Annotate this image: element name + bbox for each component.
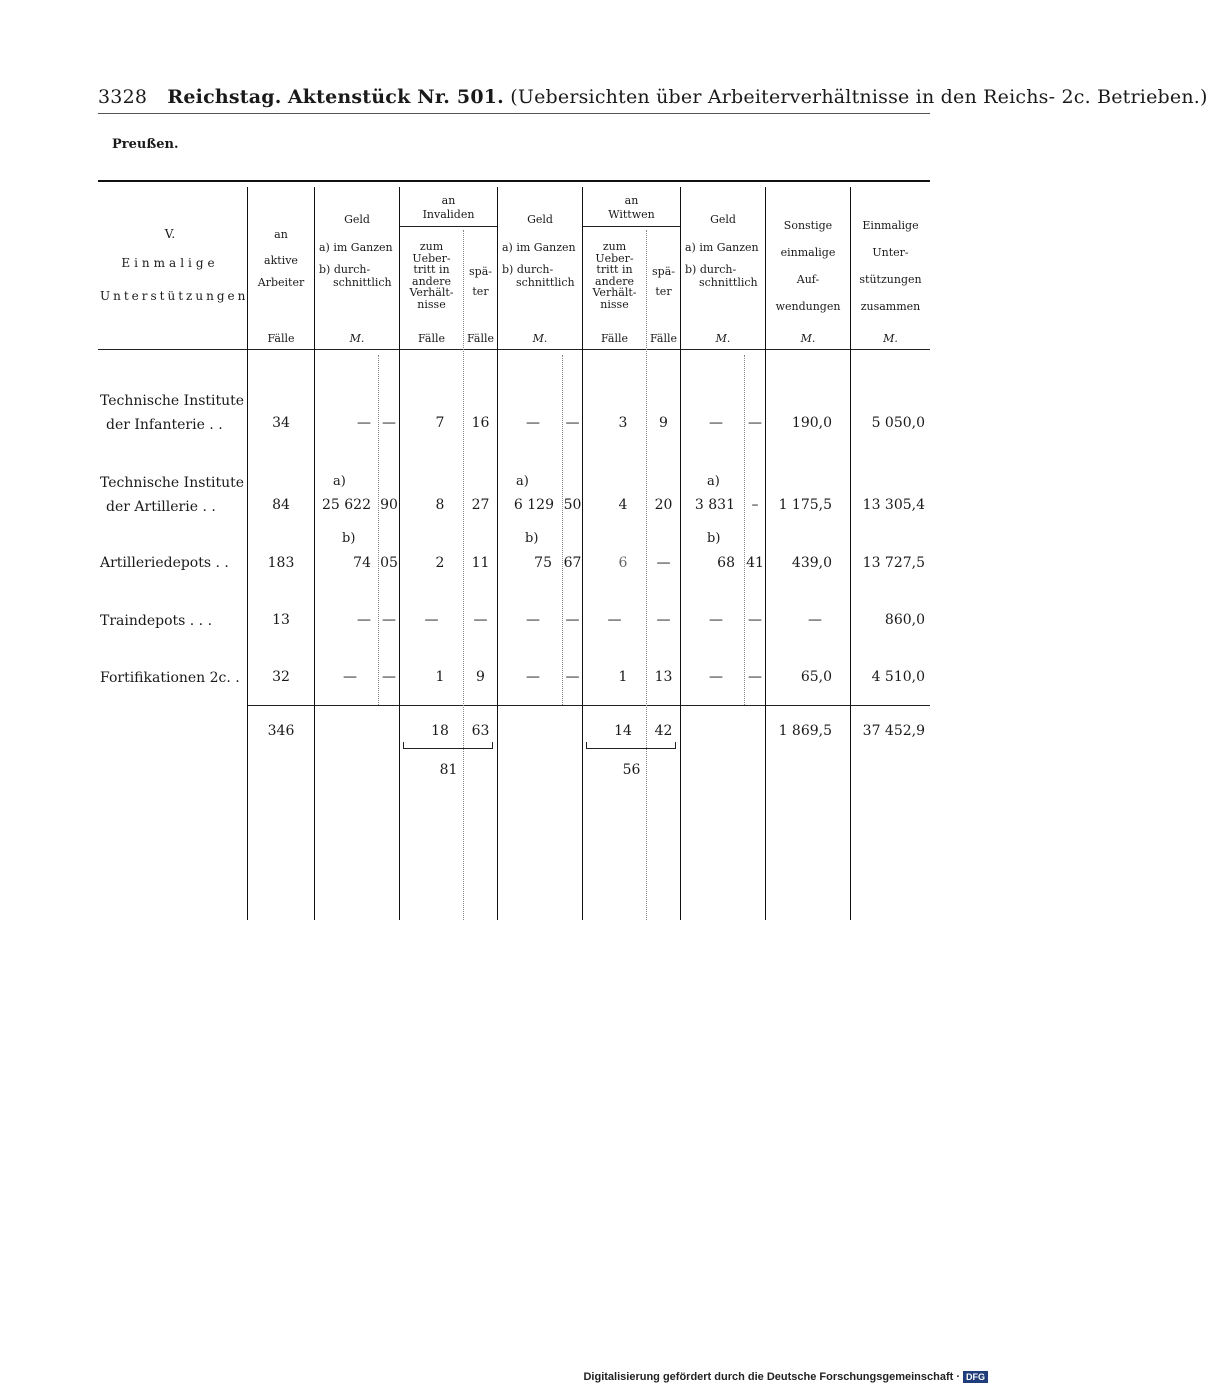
cell-wit-zum: 1 — [618, 669, 628, 685]
hdr-text: b) durch- — [502, 262, 554, 276]
hdr-text: zusammen — [860, 300, 921, 313]
col-divider — [497, 187, 498, 920]
hdr-text: einmalige — [780, 246, 836, 259]
hdr-text: Geld — [344, 213, 370, 226]
cell-zusammen: 13 305,4 — [862, 497, 925, 513]
cell-geld3-pf: 41 — [746, 555, 764, 571]
row-label-line: der Artillerie . . — [106, 499, 216, 515]
hdr-text: spä- — [652, 265, 675, 278]
row-label-line: Technische Institute — [100, 393, 245, 409]
hdr-text: an — [274, 228, 288, 241]
cell-inv-zum: 8 — [435, 497, 445, 513]
hdr-wittwen — [583, 194, 680, 222]
hdr-wittwen-spaeter — [647, 262, 680, 302]
hdr-text: Einmalige — [862, 219, 919, 232]
row-label: Traindepots . . . — [100, 613, 213, 629]
cell-inv-zum: 7 — [435, 415, 445, 431]
cell-sonstige: 65,0 — [800, 669, 832, 685]
hdr-invaliden-spaeter — [464, 262, 497, 302]
unit-label: M. — [883, 332, 898, 345]
total-invaliden-sum: 81 — [439, 762, 458, 778]
credit-text: Digitalisierung gefördert durch die Deutsche Forschungsgemeinschaft · — [583, 1371, 960, 1383]
cell-wit-zum: 4 — [618, 497, 628, 513]
total-brace — [586, 742, 676, 749]
hdr-text: a) im Ganzen — [685, 240, 759, 254]
hdr-text: b) durch- — [685, 262, 737, 276]
cell-sonstige: 439,0 — [791, 555, 832, 571]
cell-geld1-pf: — — [382, 612, 396, 628]
cell-sonstige: — — [808, 612, 822, 628]
cell-sonstige: 1 175,5 — [778, 497, 832, 513]
cell-geld1-pf: — — [382, 415, 396, 431]
cell-geld1: 25 622 — [322, 497, 371, 513]
cell-geld2: 75 — [534, 555, 552, 571]
cell-inv-sp: 11 — [471, 555, 490, 571]
unit-label: M. — [349, 332, 365, 345]
hdr-text: Geld — [527, 213, 553, 226]
hdr-text: nisse — [417, 297, 446, 311]
cell-geld3: — — [709, 612, 723, 628]
hdr-text: Ueber- — [595, 251, 634, 265]
hdr-text: Verhält- — [592, 286, 637, 300]
hdr-text: an — [624, 194, 639, 207]
cell-inv-zum: 1 — [435, 669, 445, 685]
total-aktive: 346 — [267, 723, 295, 739]
hdr-aktive — [248, 228, 314, 289]
subhdr-rule — [583, 226, 680, 227]
cell-wit-sp: — — [656, 555, 671, 571]
unit-label: Fälle — [650, 332, 677, 345]
tag-a: a) — [516, 474, 529, 489]
cell-geld3: — — [709, 669, 723, 685]
cell-geld2: — — [526, 415, 540, 431]
total-wittwen-sum: 56 — [622, 762, 641, 778]
total-inv-zum: 18 — [431, 723, 449, 739]
cell-aktive: 183 — [267, 555, 295, 571]
col-divider — [680, 187, 681, 920]
cell-inv-sp: — — [473, 612, 488, 628]
publication-name: Reichstag. — [167, 86, 282, 108]
cell-sonstige: 190,0 — [791, 415, 832, 431]
hdr-invaliden — [400, 194, 497, 222]
cell-geld1: — — [357, 612, 371, 628]
hdr-text: schnittlich — [699, 276, 758, 290]
hdr-geld-2 — [498, 213, 586, 290]
hdr-zusammen — [851, 212, 930, 320]
table-top-rule — [98, 180, 930, 182]
hdr-text: Geld — [710, 213, 736, 226]
hdr-text: a) im Ganzen — [502, 240, 576, 254]
unit-label: M. — [800, 332, 816, 345]
unit-label: Fälle — [267, 332, 295, 345]
hdr-text: Arbeiter — [257, 275, 305, 289]
hdr-text: andere — [595, 274, 634, 288]
cell-aktive: 84 — [272, 497, 290, 513]
cell-geld2-pf: 67 — [563, 555, 582, 571]
cell-zusammen: 13 727,5 — [862, 555, 925, 571]
unit-label: Fälle — [418, 332, 445, 345]
cell-geld3-pf: – — [751, 497, 759, 513]
cell-wit-sp: 13 — [654, 669, 673, 685]
hdr-text: tritt in — [596, 263, 633, 277]
cell-geld2-pf: — — [565, 669, 580, 685]
hdr-text: tritt in — [413, 263, 450, 277]
hdr-sonstige — [766, 212, 850, 320]
cell-zusammen: 860,0 — [884, 612, 925, 628]
hdr-text: nisse — [600, 297, 629, 311]
totals-rule — [248, 705, 930, 706]
hdr-geld-3 — [681, 213, 769, 290]
cell-wit-zum: — — [607, 612, 622, 628]
row-label — [100, 389, 244, 437]
hdr-text: zum — [602, 240, 627, 253]
hdr-text: wendungen — [775, 300, 841, 313]
hdr-text: ter — [655, 284, 672, 298]
total-sonstige: 1 869,5 — [778, 723, 832, 739]
hdr-text: zum — [419, 240, 444, 253]
total-inv-sp: 63 — [471, 723, 490, 739]
hdr-text: schnittlich — [516, 276, 575, 290]
cell-geld2-pf: — — [565, 415, 580, 431]
cell-zusammen: 5 050,0 — [871, 415, 925, 431]
cell-geld3: 68 — [717, 555, 735, 571]
page-header — [98, 86, 1208, 108]
digitization-credit — [583, 1371, 988, 1383]
hdr-text: Verhält- — [409, 286, 454, 300]
hdr-text: Invaliden — [422, 207, 475, 221]
cell-geld3-pf: — — [748, 669, 762, 685]
stub-roman: V. — [164, 227, 176, 241]
hdr-text: aktive — [264, 253, 298, 267]
hdr-text: Auf- — [796, 273, 820, 286]
cell-wit-sp: 20 — [654, 497, 673, 513]
cell-geld3-pf: — — [748, 612, 762, 628]
tag-b: b) — [342, 531, 356, 546]
cell-wit-sp: 9 — [659, 415, 668, 431]
cell-geld1: — — [357, 415, 371, 431]
row-label — [100, 471, 244, 519]
row-label: Fortifikationen 2c. . — [100, 670, 240, 686]
table-header-rule — [98, 349, 930, 350]
tag-a: a) — [707, 474, 720, 489]
row-label-line: Technische Institute — [100, 475, 245, 491]
cell-geld1-pf: — — [382, 669, 396, 685]
row-label-line: der Infanterie . . — [106, 417, 223, 433]
cell-aktive: 32 — [272, 669, 290, 685]
hdr-text: a) im Ganzen — [319, 240, 393, 254]
cell-geld3-pf: — — [748, 415, 762, 431]
header-rule — [98, 113, 930, 114]
pfennig-divider — [378, 355, 379, 705]
unit-label: Fälle — [601, 332, 628, 345]
cell-geld2-pf: — — [565, 612, 580, 628]
cell-geld2: 6 129 — [513, 497, 554, 513]
total-wit-zum: 14 — [614, 723, 632, 739]
hdr-text: Ueber- — [412, 251, 451, 265]
hdr-text: stützungen — [859, 273, 922, 286]
cell-geld3: — — [709, 415, 723, 431]
row-label: Artilleriedepots . . — [100, 555, 229, 571]
cell-geld3: 3 831 — [694, 497, 735, 513]
cell-geld1: 74 — [353, 555, 371, 571]
hdr-geld-1 — [315, 213, 403, 290]
tag-b: b) — [525, 531, 539, 546]
tag-a: a) — [333, 474, 346, 489]
tag-b: b) — [707, 531, 721, 546]
hdr-wittwen-zum — [583, 241, 646, 310]
state-heading: Preußen. — [112, 137, 179, 152]
cell-inv-sp: 16 — [471, 415, 490, 431]
stub-line1: Einmalige — [121, 256, 219, 270]
dfg-logo: DFG — [963, 1371, 988, 1383]
hdr-text: an — [441, 194, 456, 207]
unit-label: M. — [532, 332, 548, 345]
total-wit-sp: 42 — [654, 723, 673, 739]
cell-geld1-pf: 90 — [380, 497, 398, 513]
document-subtitle: (Uebersichten über Arbeiterverhältnisse in den Reichs- 2c. Betrieben.) — [510, 86, 1208, 108]
unit-label: M. — [715, 332, 731, 345]
hdr-text: andere — [412, 274, 451, 288]
cell-geld2: — — [526, 612, 540, 628]
cell-wit-zum: 3 — [618, 415, 628, 431]
subhdr-rule — [400, 226, 497, 227]
document-number: Aktenstück Nr. 501. — [287, 86, 504, 108]
cell-geld2-pf: 50 — [563, 497, 582, 513]
hdr-text: b) durch- — [319, 262, 371, 276]
unit-label: Fälle — [467, 332, 494, 345]
hdr-text: Sonstige — [783, 219, 833, 232]
hdr-text: schnittlich — [333, 276, 392, 290]
pfennig-divider — [562, 355, 563, 705]
cell-aktive: 34 — [272, 415, 290, 431]
hdr-text: spä- — [469, 265, 492, 278]
hdr-text: Wittwen — [608, 207, 655, 221]
cell-inv-sp: 27 — [471, 497, 490, 513]
cell-geld2: — — [526, 669, 540, 685]
total-brace — [403, 742, 493, 749]
total-zusammen: 37 452,9 — [862, 723, 925, 739]
cell-zusammen: 4 510,0 — [871, 669, 925, 685]
hdr-text: ter — [472, 284, 489, 298]
cell-inv-zum: — — [424, 612, 439, 628]
cell-geld1: — — [343, 669, 357, 685]
cell-geld1-pf: 05 — [380, 555, 398, 571]
hdr-invaliden-zum — [400, 241, 463, 310]
hdr-text: Unter- — [872, 246, 909, 259]
cell-inv-zum: 2 — [435, 555, 445, 571]
cell-wit-sp: — — [656, 612, 671, 628]
stub-line2: Unterstützungen — [100, 289, 249, 303]
cell-inv-sp: 9 — [476, 669, 485, 685]
cell-aktive: 13 — [272, 612, 290, 628]
col-divider — [314, 187, 315, 920]
page-number: 3328 — [98, 86, 148, 108]
cell-wit-zum: 6 — [618, 555, 628, 571]
pfennig-divider — [744, 355, 745, 705]
